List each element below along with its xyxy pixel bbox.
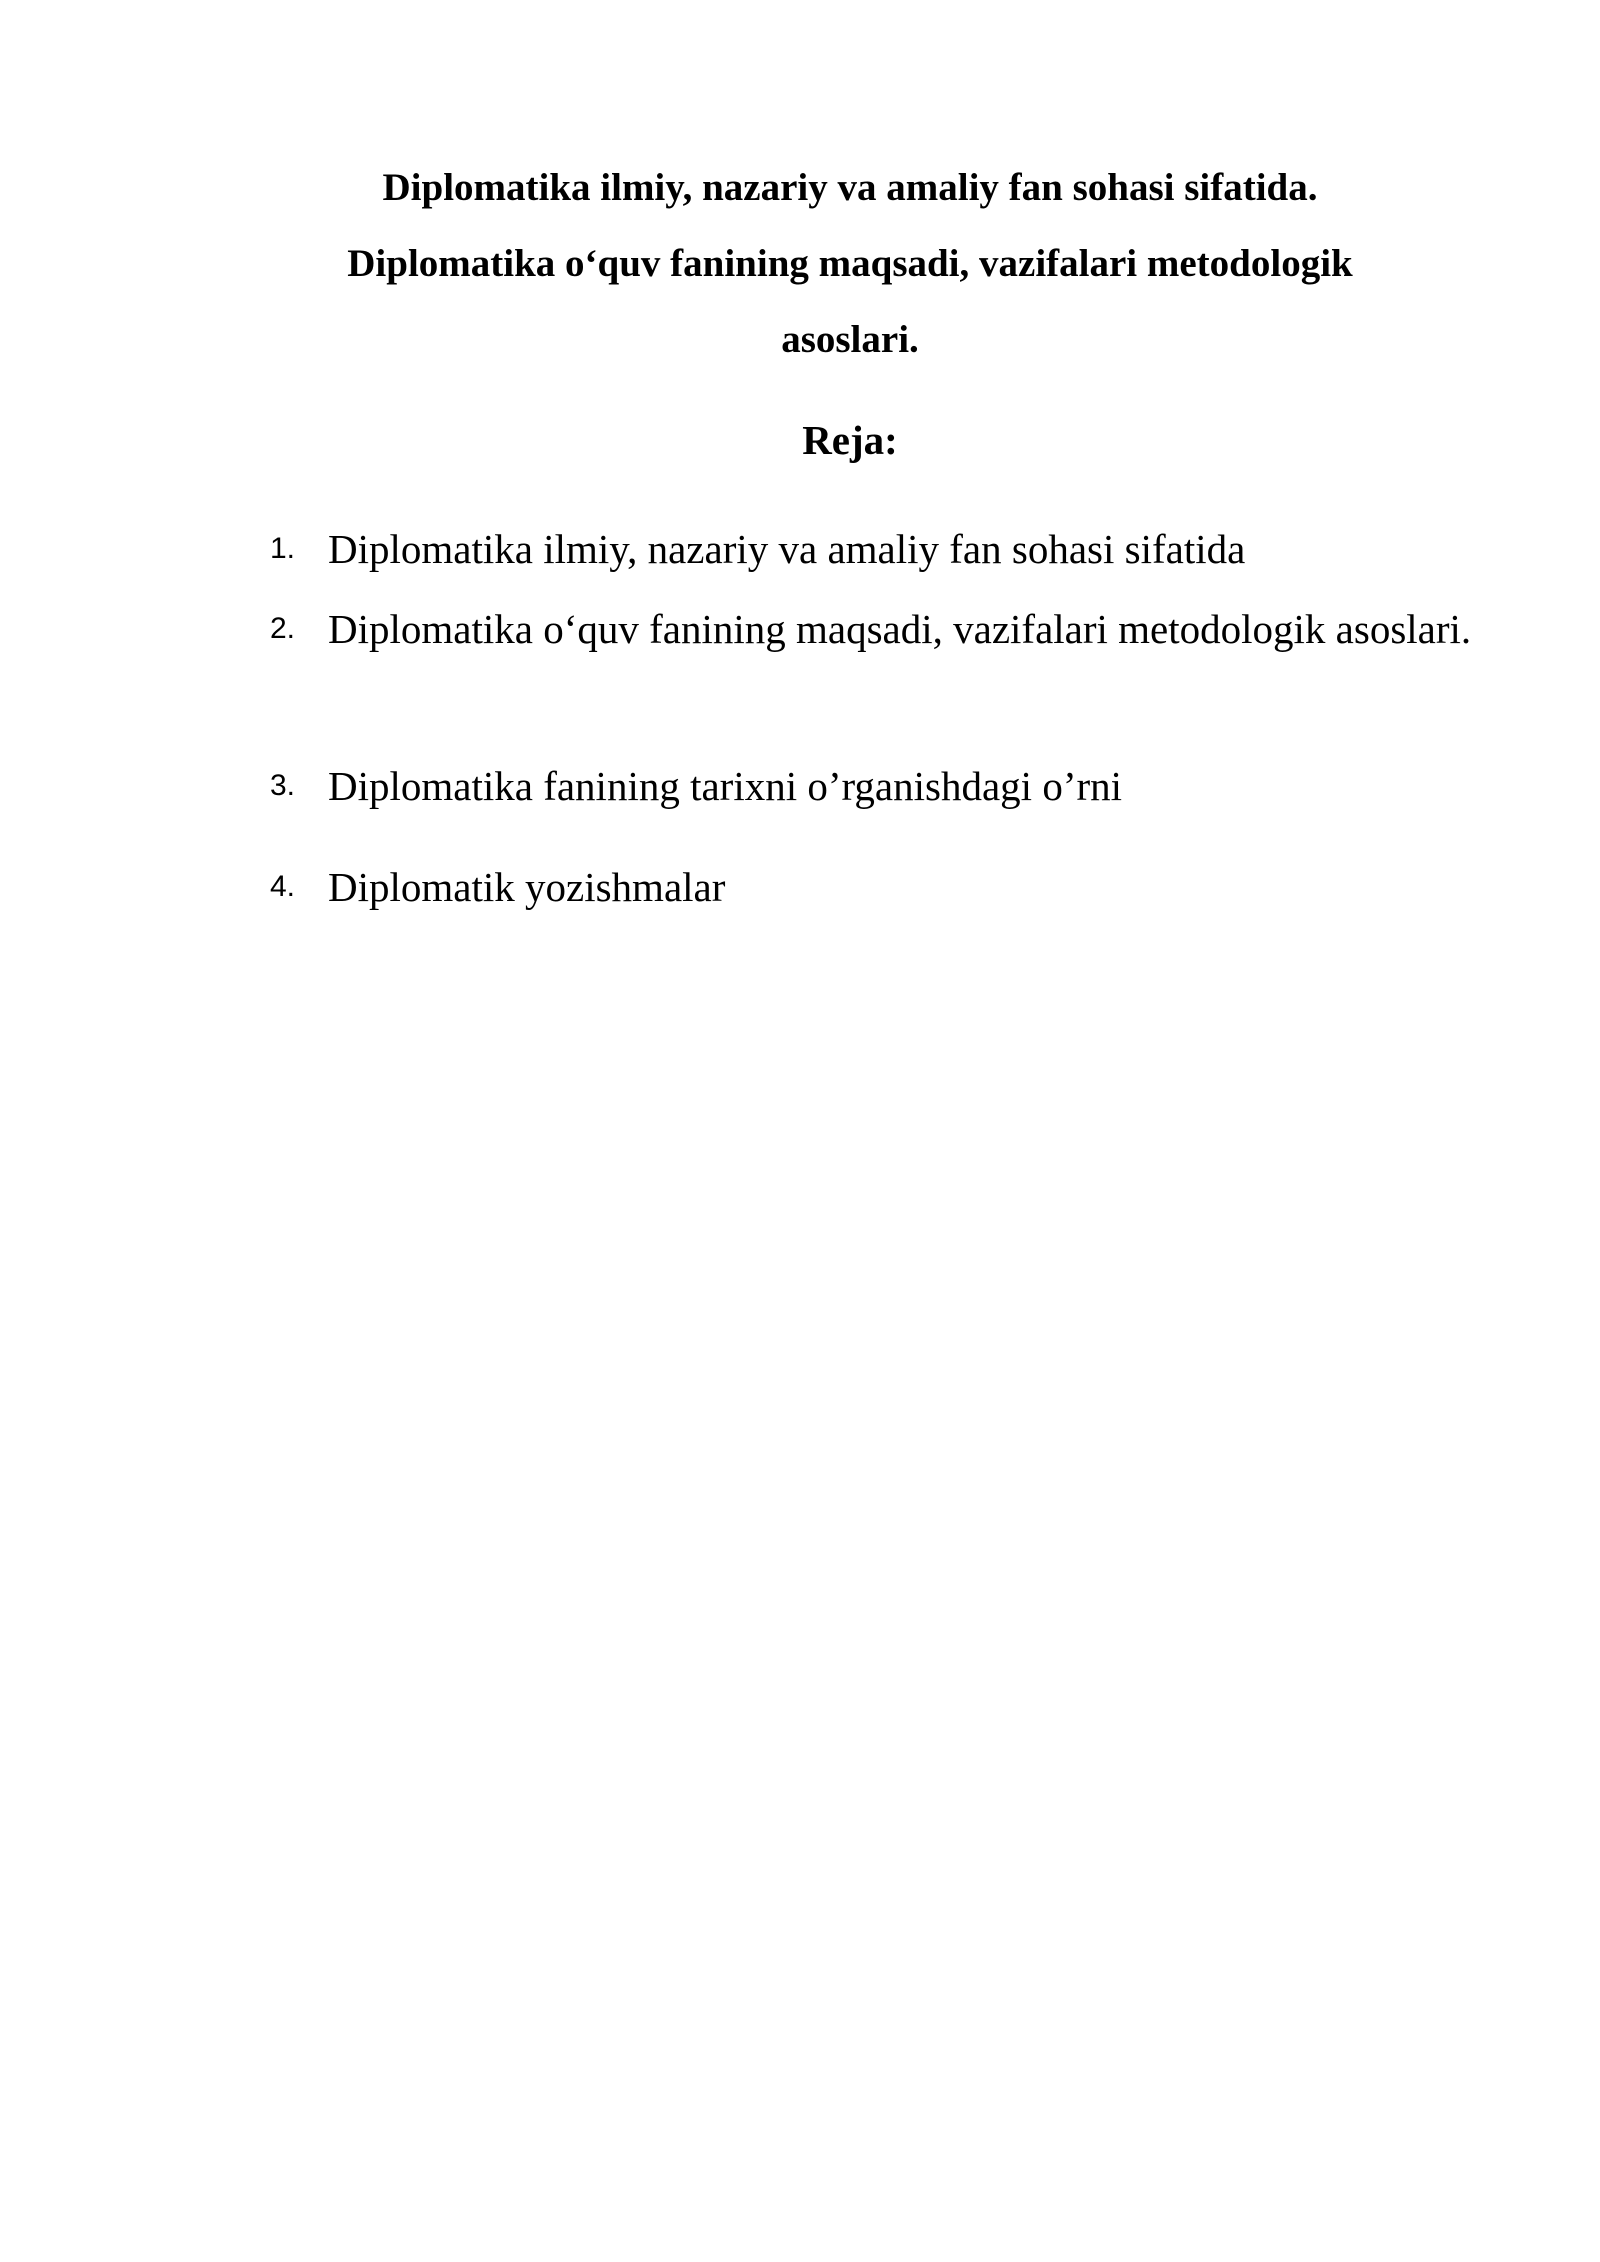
plan-item-text: Diplomatika fanining tarixni o’rganishdagi o’rni [328, 763, 1123, 809]
plan-item-number: 1. [270, 532, 296, 565]
title-line-1: Diplomatika ilmiy, nazariy va amaliy fan sohasi sifatida. [382, 166, 1318, 209]
plan-item-number: 2. [270, 612, 296, 645]
title-line-3: asoslari. [781, 318, 919, 361]
plan-item-text: Diplomatika o‘quv fanining maqsadi, vazifalari metodologik asoslari. [328, 606, 1472, 652]
title-line-2: Diplomatika o‘quv fanining maqsadi, vazifalari metodologik [347, 242, 1353, 285]
plan-item-text: Diplomatik yozishmalar [328, 864, 726, 910]
plan-item-text: Diplomatika ilmiy, nazariy va amaliy fan sohasi sifatida [328, 526, 1246, 572]
plan-heading: Reja: [802, 417, 898, 463]
plan-item-number: 3. [270, 769, 296, 802]
plan-item-number: 4. [270, 870, 296, 903]
document-title [230, 150, 1470, 378]
